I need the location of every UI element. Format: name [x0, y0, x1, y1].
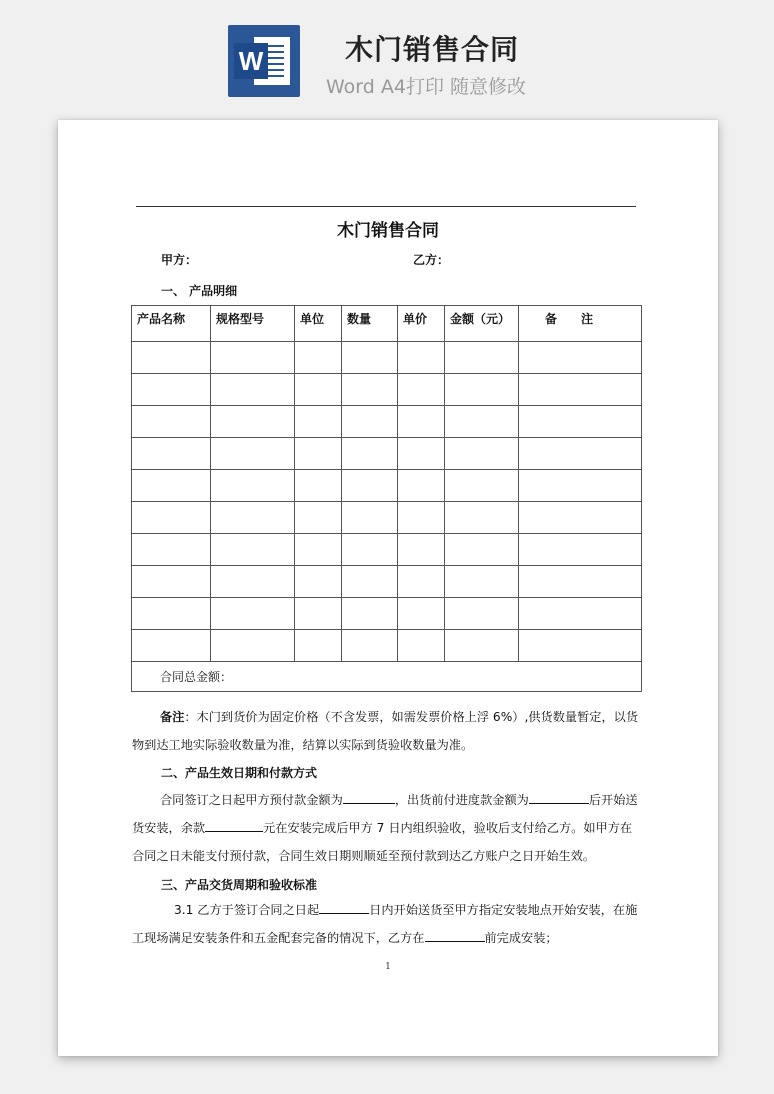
table-cell — [445, 502, 519, 534]
table-header-cell: 单价 — [398, 306, 445, 342]
table-cell — [211, 566, 295, 598]
table-cell — [398, 342, 445, 374]
word-icon — [228, 25, 300, 97]
table-cell — [398, 566, 445, 598]
table-cell — [132, 374, 211, 406]
table-cell — [132, 534, 211, 566]
word-icon-letter: W — [234, 43, 268, 79]
table-cell — [445, 470, 519, 502]
table-cell — [445, 598, 519, 630]
total-amount-label: 合同总金额： — [132, 662, 642, 692]
section-2-heading: 二、产品生效日期和付款方式 — [161, 766, 318, 780]
product-table — [131, 305, 642, 692]
document-page — [58, 120, 718, 1056]
table-cell — [519, 630, 642, 662]
table-cell — [445, 630, 519, 662]
table-cell — [132, 502, 211, 534]
table-cell — [445, 342, 519, 374]
table-cell — [132, 342, 211, 374]
table-header-cell: 金额（元） — [445, 306, 519, 342]
table-row — [132, 374, 642, 406]
table-cell — [211, 470, 295, 502]
table-cell — [398, 470, 445, 502]
table-cell — [342, 566, 398, 598]
table-cell — [445, 438, 519, 470]
table-cell — [398, 406, 445, 438]
table-cell — [342, 630, 398, 662]
blank-field — [343, 789, 395, 804]
table-cell — [519, 502, 642, 534]
table-row — [132, 534, 642, 566]
header-rule — [136, 206, 636, 207]
table-cell — [519, 406, 642, 438]
note-paragraph — [132, 703, 642, 759]
table-cell — [445, 374, 519, 406]
table-cell — [295, 470, 342, 502]
table-cell — [342, 438, 398, 470]
note-label: 备注 — [160, 710, 185, 724]
table-row — [132, 566, 642, 598]
table-cell — [295, 502, 342, 534]
table-cell — [342, 534, 398, 566]
table-cell — [519, 342, 642, 374]
blank-field — [205, 817, 263, 832]
table-header-cell: 数量 — [342, 306, 398, 342]
table-cell — [211, 630, 295, 662]
table-header-cell: 单位 — [295, 306, 342, 342]
table-cell — [211, 438, 295, 470]
blank-field — [529, 789, 589, 804]
table-row — [132, 470, 642, 502]
table-cell — [295, 374, 342, 406]
table-cell — [132, 470, 211, 502]
party-a-label: 甲方： — [161, 253, 198, 267]
table-cell — [295, 438, 342, 470]
table-cell — [132, 406, 211, 438]
table-cell — [398, 438, 445, 470]
page-subtitle: Word A4打印 随意修改 — [326, 76, 527, 98]
page-title: 木门销售合同 — [345, 33, 520, 66]
table-cell — [398, 374, 445, 406]
party-b-label: 乙方： — [413, 253, 450, 267]
table-row — [132, 598, 642, 630]
table-cell — [295, 598, 342, 630]
table-cell — [342, 502, 398, 534]
blank-field — [425, 927, 485, 942]
page-number: 1 — [385, 962, 391, 972]
table-cell — [398, 502, 445, 534]
section-1-heading: 一、 产品明细 — [161, 284, 238, 298]
table-cell — [342, 470, 398, 502]
table-cell — [132, 438, 211, 470]
table-cell — [211, 502, 295, 534]
table-cell — [519, 374, 642, 406]
table-total-row — [132, 662, 642, 692]
table-cell — [342, 598, 398, 630]
table-cell — [211, 406, 295, 438]
table-cell — [519, 534, 642, 566]
table-cell — [342, 406, 398, 438]
table-cell — [519, 470, 642, 502]
table-cell — [445, 566, 519, 598]
table-cell — [445, 534, 519, 566]
table-cell — [398, 630, 445, 662]
table-cell — [295, 406, 342, 438]
table-header-cell: 规格型号 — [211, 306, 295, 342]
table-cell — [398, 598, 445, 630]
table-cell — [519, 438, 642, 470]
table-cell — [398, 534, 445, 566]
table-cell — [211, 598, 295, 630]
table-cell — [295, 566, 342, 598]
table-cell — [295, 342, 342, 374]
table-cell — [132, 630, 211, 662]
table-row — [132, 406, 642, 438]
document-title: 木门销售合同 — [337, 221, 439, 241]
table-header-cell: 备 注 — [519, 306, 642, 342]
table-cell — [519, 598, 642, 630]
section-3-heading: 三、产品交货周期和验收标准 — [161, 878, 318, 892]
blank-field — [319, 899, 369, 914]
table-cell — [519, 566, 642, 598]
payment-paragraph: 合同签订之日起甲方预付款金额为 ，出货前付进度款金额为 后开始送货安装，余款 元在安装完成后甲方 7 日内组织验收，验收后支付给乙方。如甲方在合同之日未能支付预付款，合同生效日期则顺延至预付款到达乙方账户之日开始生效。 — [132, 786, 642, 870]
note-text: ：木门到货价为固定价格（不含发票，如需发票价格上浮 6%）,供货数量暂定，以货物到达工地实际验收数量为准，结算以实际到货验收数量为准。 — [132, 710, 639, 752]
table-row — [132, 502, 642, 534]
table-cell — [342, 374, 398, 406]
table-cell — [132, 566, 211, 598]
table-header-cell: 产品名称 — [132, 306, 211, 342]
table-cell — [211, 534, 295, 566]
table-row — [132, 438, 642, 470]
delivery-paragraph: 3.1 乙方于签订合同之日起 日内开始送货至甲方指定安装地点开始安装，在施工现场满足安装条件和五金配套完备的情况下，乙方在 前完成安装； — [132, 896, 642, 952]
table-cell — [342, 342, 398, 374]
table-row — [132, 630, 642, 662]
table-cell — [445, 406, 519, 438]
header — [0, 0, 774, 110]
table-cell — [295, 630, 342, 662]
table-cell — [132, 598, 211, 630]
table-row — [132, 342, 642, 374]
table-header-row — [132, 306, 642, 342]
table-cell — [211, 342, 295, 374]
table-cell — [295, 534, 342, 566]
table-cell — [211, 374, 295, 406]
